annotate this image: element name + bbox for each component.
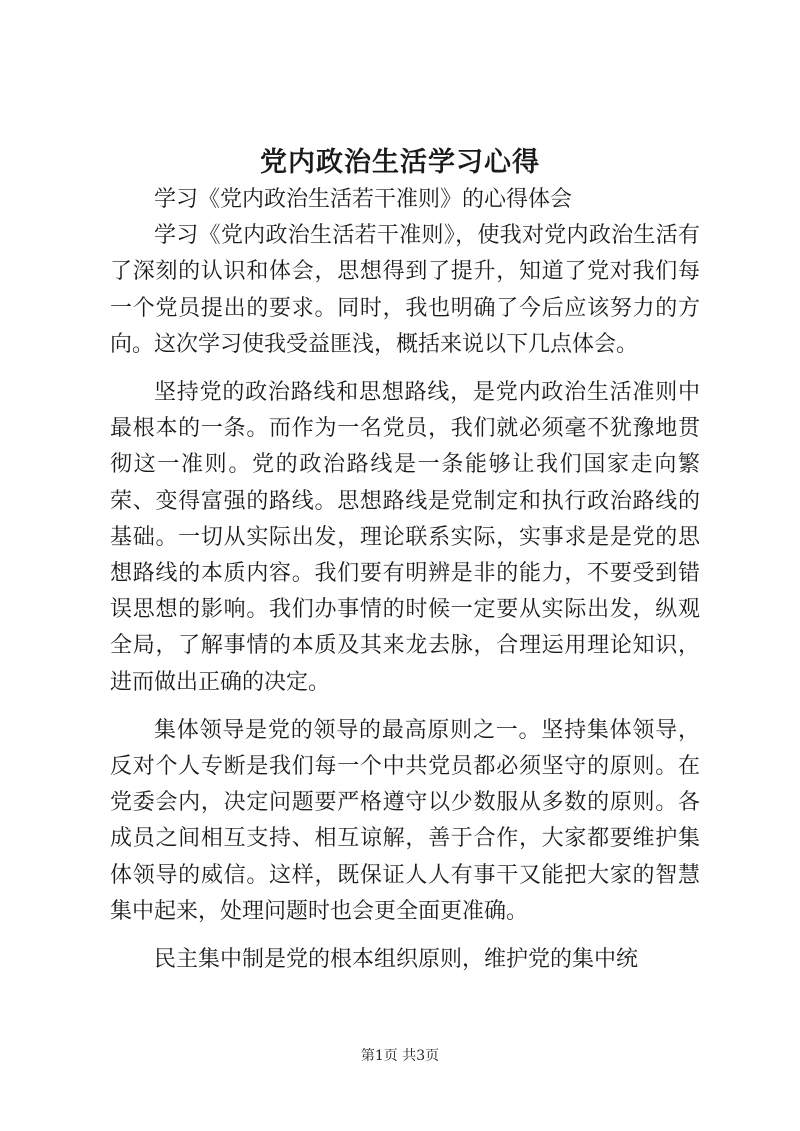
page-footer: 第1页 共3页 — [360, 1048, 440, 1064]
document-body — [110, 182, 700, 978]
paragraph-subtitle: 学习《党内政治生活若干准则》的心得体会 — [154, 187, 573, 212]
paragraph-gap — [110, 363, 700, 375]
paragraph-gap — [110, 701, 700, 713]
paragraph-political-line: 坚持党的政治路线和思想路线，是党内政治生活准则中最根本的一条。而作为一名党员，我们就必须毫不犹豫地贯彻这一准则。党的政治路线是一条能够让我们国家走向繁荣、变得富强的路线。思想路线是党制定和执行政治路线的基础。一切从实际出发，理论联系实际，实事求是是党的思想路线的本质内容。我们要有明辨是非的能力，不要受到错误思想的影响。我们办事情的时候一定要从实际出发，纵观全局，了解事情的本质及其来龙去脉，合理运用理论知识，进而做出正确的决定。 — [110, 380, 700, 695]
paragraph-gap — [110, 930, 700, 942]
paragraph-intro: 学习《党内政治生活若干准则》，使我对党内政治生活有了深刻的认识和体会，思想得到了提升，知道了党对我们每一个党员提出的要求。同时，我也明确了今后应该努力的方向。这次学习使我受益匪浅，概括来说以下几点体会。 — [110, 223, 700, 357]
paragraph-collective-leadership: 集体领导是党的领导的最高原则之一。坚持集体领导，反对个人专断是我们每一个中共党员都必须坚守的原则。在党委会内，决定问题要严格遵守以少数服从多数的原则。各成员之间相互支持、相互谅解，善于合作，大家都要维护集体领导的威信。这样，既保证人人有事干又能把大家的智慧集中起来，处理问题时也会更全面更准确。 — [110, 717, 700, 924]
paragraph-democratic-centralism: 民主集中制是党的根本组织原则，维护党的集中统 — [154, 947, 639, 973]
document-title: 党内政治生活学习心得 — [260, 147, 540, 178]
